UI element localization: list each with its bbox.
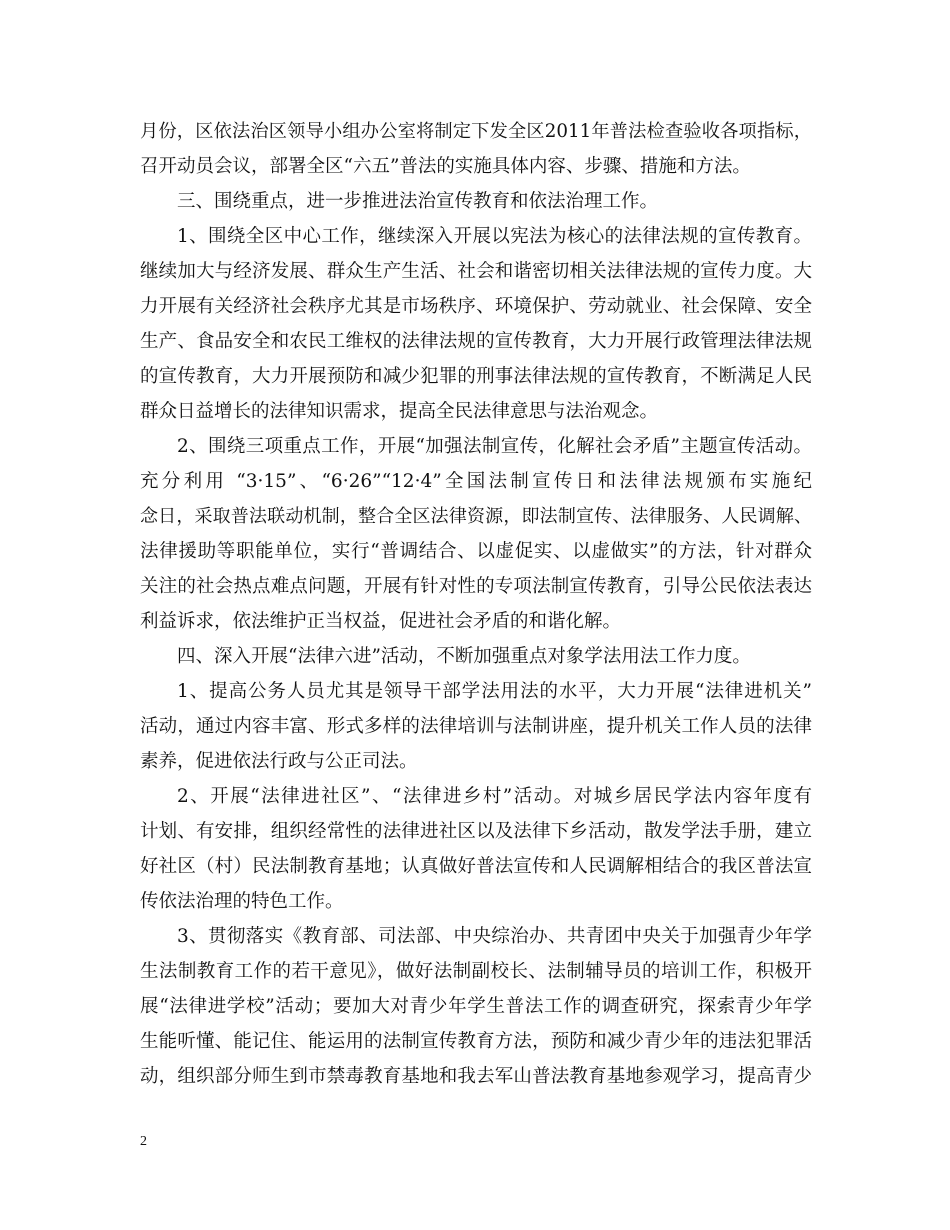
body-text [140, 114, 812, 1094]
text-line: 召开动员会议，部署全区“六五”普法的实施具体内容、步骤、措施和方法。 [140, 156, 751, 177]
text-line: 三、围绕重点，进一步推进法治宣传教育和依法治理工作。 [177, 191, 659, 212]
text-line: 素养，促进依法行政与公正司法。 [140, 751, 418, 772]
text-line: 继续加大与经济发展、群众生产生活、社会和谐密切相关法律法规的宣传力度。大 [140, 261, 812, 282]
text-line: 展“法律进学校”活动；要加大对青少年学生普法工作的调查研究，探索青少年学 [140, 996, 812, 1017]
text-line: 四、深入开展“法律六进”活动，不断加强重点对象学法用法工作力度。 [177, 646, 751, 667]
page-number: 2 [140, 1134, 147, 1149]
text-line: 生产、食品安全和农民工维权的法律法规的宣传教育，大力开展行政管理法律法规 [140, 331, 812, 352]
text-line: 关注的社会热点难点问题，开展有针对性的专项法制宣传教育，引导公民依法表达 [140, 576, 812, 597]
text-line: 1、提高公务人员尤其是领导干部学法用法的水平，大力开展“法律进机关” [177, 681, 812, 702]
text-line: 充分利用 “3·15”、“6·26”“12·4”全国法制宣传日和法律法规颁布实施纪 [140, 471, 812, 492]
text-line: 生法制教育工作的若干意见》，做好法制副校长、法制辅导员的培训工作，积极开 [140, 961, 812, 982]
text-line: 1、围绕全区中心工作，继续深入开展以宪法为核心的法律法规的宣传教育。 [177, 226, 812, 247]
text-line: 2、开展“法律进社区”、“法律进乡村”活动。对城乡居民学法内容年度有 [177, 786, 812, 807]
text-line: 月份，区依法治区领导小组办公室将制定下发全区2011年普法检查验收各项指标， [140, 121, 812, 142]
text-line: 计划、有安排，组织经常性的法律进社区以及法律下乡活动，散发学法手册，建立 [140, 821, 812, 842]
text-line: 利益诉求，依法维护正当权益，促进社会矛盾的和谐化解。 [140, 611, 622, 632]
text-line: 好社区（村）民法制教育基地；认真做好普法宣传和人民调解相结合的我区普法宣 [140, 856, 812, 877]
text-line: 活动，通过内容丰富、形式多样的法律培训与法制讲座，提升机关工作人员的法律 [140, 716, 812, 737]
text-line: 生能听懂、能记住、能运用的法制宣传教育方法，预防和减少青少年的违法犯罪活 [140, 1031, 812, 1052]
text-line: 念日，采取普法联动机制，整合全区法律资源，即法制宣传、法律服务、人民调解、 [140, 506, 812, 527]
text-line: 的宣传教育，大力开展预防和减少犯罪的刑事法律法规的宣传教育，不断满足人民 [140, 366, 812, 387]
text-line: 法律援助等职能单位，实行“普调结合、以虚促实、以虚做实”的方法，针对群众 [140, 541, 812, 562]
text-line: 2、围绕三项重点工作，开展“加强法制宣传，化解社会矛盾”主题宣传活动。 [177, 436, 812, 457]
text-line: 动，组织部分师生到市禁毒教育基地和我去军山普法教育基地参观学习，提高青少 [140, 1066, 812, 1087]
text-line: 力开展有关经济社会秩序尤其是市场秩序、环境保护、劳动就业、社会保障、安全 [140, 296, 812, 317]
text-line: 群众日益增长的法律知识需求，提高全民法律意思与法治观念。 [140, 401, 659, 422]
text-line: 3、贯彻落实《教育部、司法部、中央综治办、共青团中央关于加强青少年学 [177, 926, 812, 947]
text-line: 传依法治理的特色工作。 [140, 891, 344, 912]
